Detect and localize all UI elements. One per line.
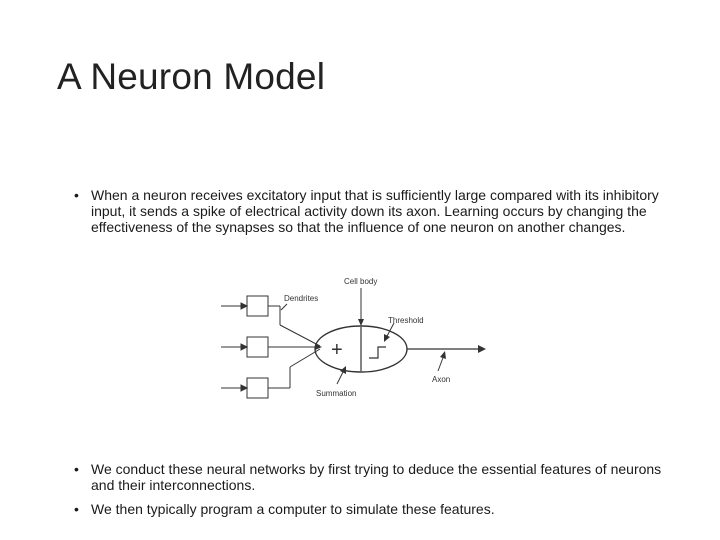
bullet-text: We then typically program a computer to simulate these features.: [91, 501, 495, 517]
label-threshold: Threshold: [388, 316, 424, 325]
label-summation: Summation: [316, 389, 357, 398]
neuron-diagram: [218, 270, 493, 405]
dendrite-lines: [268, 306, 320, 388]
input-box-2: [247, 337, 268, 357]
bullet-text: We conduct these neural networks by first trying to deduce the essential features of neurons and their interconnections.: [91, 461, 662, 493]
bullet-item: [74, 501, 684, 517]
bullet-item: [74, 461, 684, 493]
bullet-marker: •: [74, 461, 79, 477]
bullet-list-top: [74, 187, 684, 243]
label-axon: Axon: [432, 375, 451, 384]
input-arrows: [221, 303, 247, 391]
label-cell-body: Cell body: [344, 277, 378, 286]
cell-body-pointer-arrowhead: [358, 319, 364, 326]
threshold-step-icon: [369, 347, 386, 358]
label-dendrites: Dendrites: [284, 294, 319, 303]
bullet-marker: •: [74, 187, 79, 203]
axon-arrowhead: [478, 345, 486, 353]
slide-title: A Neuron Model: [57, 56, 326, 97]
input-box-3: [247, 378, 268, 398]
dendrites-pointer: [281, 304, 287, 310]
axon-pointer-arrowhead: [440, 351, 446, 359]
bullet-list-bottom: [74, 461, 684, 525]
bullet-marker: •: [74, 501, 79, 517]
bullet-text: When a neuron receives excitatory input that is sufficiently large compared with its inhibitory input, it sends a spike of electrical activity down its axon. Learning occurs by changing the effectiveness of the synapses so that the influence of one neuron on another changes.: [91, 187, 659, 235]
summation-symbol: +: [331, 339, 343, 361]
bullet-item: [74, 187, 684, 235]
input-box-1: [247, 296, 268, 316]
